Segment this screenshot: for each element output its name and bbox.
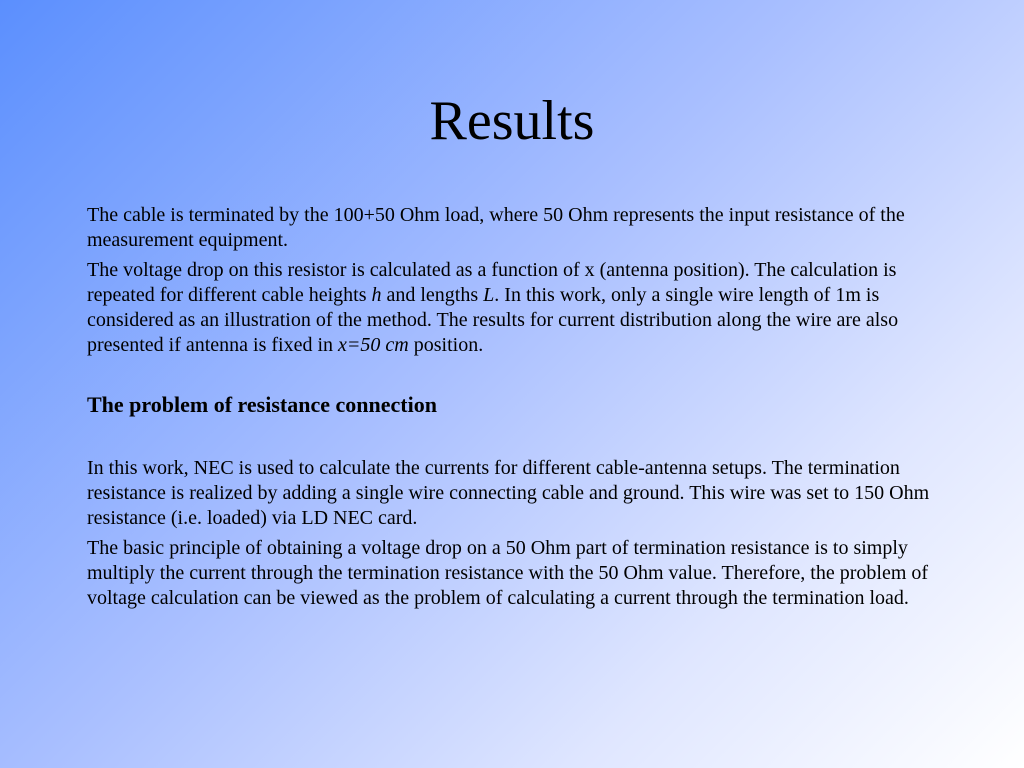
text-segment: position. — [408, 334, 484, 356]
paragraph-nec-usage: In this work, NEC is used to calculate the currents for different cable-antenna setups. The termination resistance is realized by adding a single wire connecting cable and ground. This wire was set to 150 Ohm resistance (i.e. loaded) via LD NEC card. — [87, 457, 930, 529]
text-segment: . In this work, only a single wire length of 1m is considered as an illustration of the method. The results for current distribution along the wire are also presented if antenna is fixed in — [87, 284, 899, 356]
text-segment: The voltage drop on this resistor is calculated as a function of x (antenna position). The calculation is repeated for different cable heights — [87, 259, 897, 306]
section-heading-resistance-connection: The problem of resistance connection — [87, 392, 437, 417]
slide-title: Results — [429, 90, 595, 152]
slide-body — [87, 203, 957, 616]
paragraph-termination-load: The cable is terminated by the 100+50 Ohm load, where 50 Ohm represents the input resistance of the measurement equipment. — [87, 204, 905, 251]
italic-position: x=50 cm — [338, 334, 409, 356]
paragraph-basic-principle: The basic principle of obtaining a voltage drop on a 50 Ohm part of termination resistance is to simply multiply the current through the termination resistance with the 50 Ohm value. Therefore, the problem of voltage calculation can be viewed as the problem of calculating a current through the termination load. — [87, 537, 929, 609]
italic-L: L — [483, 284, 495, 306]
italic-h: h — [371, 284, 382, 306]
paragraph-voltage-drop — [87, 258, 957, 358]
text-segment: and lengths — [381, 284, 484, 306]
